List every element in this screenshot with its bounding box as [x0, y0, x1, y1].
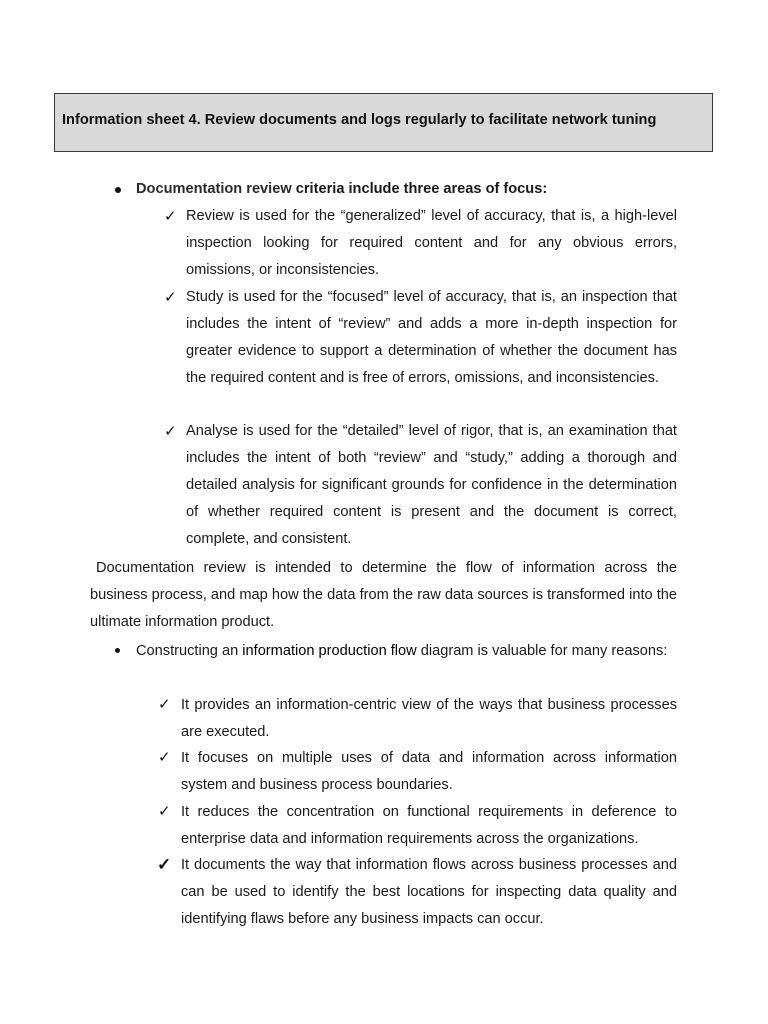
bullet-dot: [115, 648, 120, 653]
section2-bullet: [136, 638, 677, 665]
list-item: It provides an information-centric view of the ways that business processes are executed.: [181, 697, 677, 740]
body-paragraph: Documentation review is intended to determine the flow of information across the business process, and map how the data from the raw data sources is transformed into the ultimate information product.: [90, 560, 677, 630]
section2-term: information production flow: [242, 643, 417, 659]
list-item: It focuses on multiple uses of data and information across information system and business process boundaries.: [181, 750, 677, 793]
section1-lead: Documentation review: [136, 181, 292, 197]
check-icon: ✓: [164, 289, 177, 306]
bullet-dot: [115, 187, 121, 193]
check-icon: ✓: [164, 208, 177, 225]
section1-bullet: [136, 176, 696, 203]
page-title: Information sheet 4. Review documents and logs regularly to facilitate network tuning: [62, 112, 657, 128]
check-icon: ✓: [158, 696, 171, 713]
check-icon: ✓: [164, 423, 177, 440]
list-item: It reduces the concentration on functional requirements in deference to enterprise data and information requirements across the organizations.: [181, 804, 677, 847]
list-item: Review is used for the “generalized” level of accuracy, that is, a high-level inspection looking for required content and for any obvious errors, omissions, or inconsistencies.: [186, 208, 677, 278]
check-icon: ✓: [158, 803, 171, 820]
check-icon: ✓: [158, 749, 171, 766]
title-box: [54, 93, 713, 152]
list-item: Analyse is used for the “detailed” level of rigor, that is, an examination that includes the intent of both “review” and “study,” adding a thorough and detailed analysis for significant grounds for confidence in the determination of whether required content is present and the document is correct, complete, and consistent.: [186, 423, 677, 547]
check-icon: ✓: [157, 855, 172, 874]
section1-rest: criteria include three areas of focus:: [291, 181, 548, 197]
list-item: Study is used for the “focused” level of accuracy, that is, an inspection that includes the intent of “review” and adds a more in-depth inspection for greater evidence to support a determination of whether the document has the required content and is free of errors, omissions, and inconsistencies.: [186, 289, 677, 386]
section2-pre: Constructing an: [136, 643, 243, 659]
section2-post: diagram is valuable for many reasons:: [416, 643, 668, 659]
list-item: It documents the way that information flows across business processes and can be used to identify the best locations for inspecting data quality and identifying flaws before any business impacts can occur.: [181, 857, 677, 927]
